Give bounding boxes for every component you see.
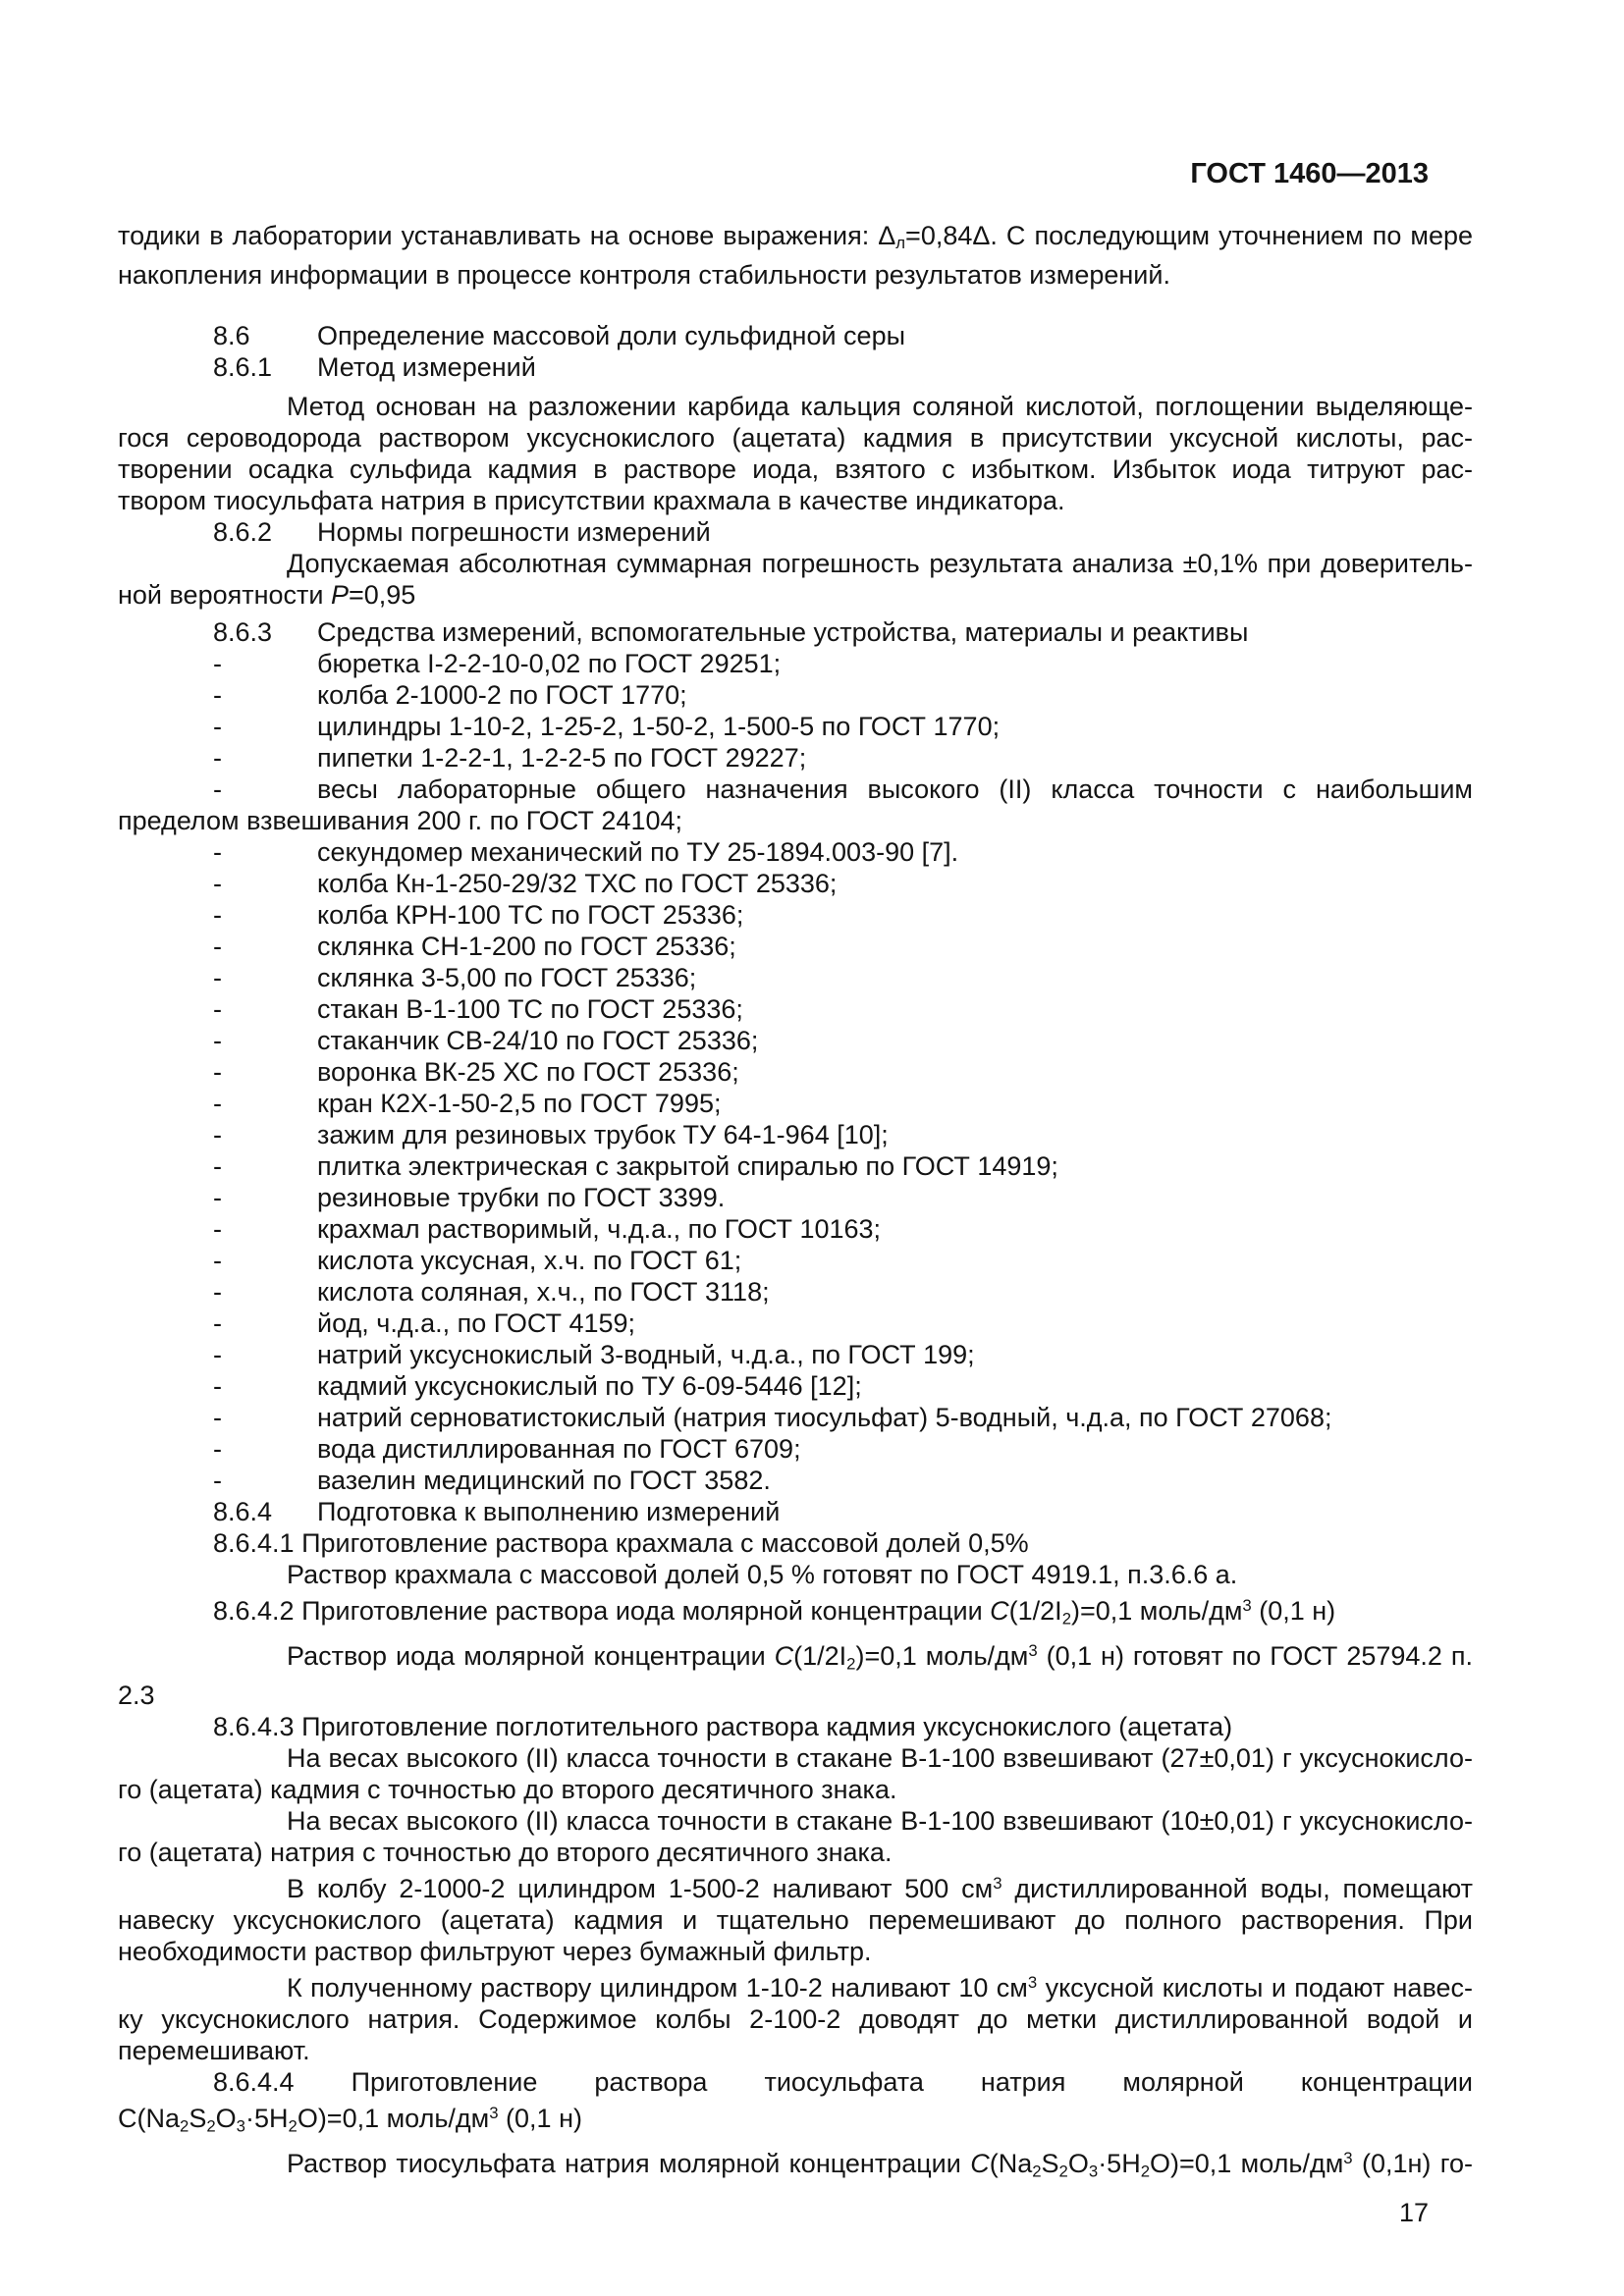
page-number: 17 — [1398, 2198, 1429, 2228]
list-item: - склянка 3-5,00 по ГОСТ 25336; — [213, 963, 697, 993]
list-dash-marker: - — [213, 680, 222, 711]
list-dash-marker: - — [213, 1089, 222, 1119]
list-dash-marker: - — [213, 1246, 222, 1276]
list-item: - вазелин медицинский по ГОСТ 3582. — [213, 1466, 771, 1496]
text-line: накопления информации в процессе контроля стабильности результатов измерений. — [118, 260, 1170, 291]
text-line: На весах высокого (II) класса точности в стакане В-1-100 взвешивают (10±0,01) г уксуснокисло- — [287, 1805, 1473, 1836]
superscript: 3 — [993, 1873, 1002, 1893]
text-line: перемешивают. — [118, 2036, 310, 2066]
list-dash-marker: - — [213, 774, 222, 805]
list-item: - зажим для резиновых трубок ТУ 64-1-964 [10]; — [213, 1120, 889, 1150]
document-body — [118, 220, 1473, 2187]
text-line: навеску уксуснокислого (ацетата) кадмия и тщательно перемешивают до полного растворения. При — [118, 1905, 1473, 1936]
list-item: - колба 2-1000-2 по ГОСТ 1770; — [213, 680, 687, 711]
text-line: ной вероятности Р=0,95 — [118, 580, 416, 611]
subscript: 2 — [180, 2116, 189, 2136]
list-item: - весы лабораторные общего назначения высокого (II) класса точности с наибольшим — [213, 774, 1473, 805]
superscript: 3 — [1242, 1596, 1252, 1616]
section-heading: 8.6.1 Метод измерений — [213, 352, 536, 383]
list-item: - плитка электрическая с закрытой спиралью по ГОСТ 14919; — [213, 1151, 1058, 1182]
section-number: 8.6.3 — [213, 617, 273, 648]
italic-symbol: С — [970, 2148, 990, 2178]
list-dash-marker: - — [213, 994, 222, 1025]
text-line: ку уксуснокислого натрия. Содержимое колбы 2-100-2 доводят до метки дистиллированной водой и — [118, 2004, 1473, 2035]
list-dash-marker: - — [213, 1340, 222, 1370]
text-line: го (ацетата) натрия с точностью до второго десятичного знака. — [118, 1837, 893, 1867]
text-line: Раствор тиосульфата натрия молярной концентрации С(Na2S2O3·5H2O)=0,1 моль/$дм^3$ (0,1н) го- — [287, 2148, 1474, 2181]
subscript: 2 — [1032, 2162, 1042, 2181]
section-heading: 8.6.2 Нормы погрешности измерений — [213, 517, 711, 548]
superscript: 3 — [1027, 1973, 1038, 1993]
subscript: 2 — [846, 1653, 856, 1673]
list-item: - кадмий уксуснокислый по ТУ 6-09-5446 [12]; — [213, 1371, 862, 1402]
subscript: 2 — [1058, 2162, 1068, 2181]
list-item: - секундомер механический по ТУ 25-1894.003-90 [7]. — [213, 837, 959, 868]
text-line: го (ацетата) кадмия с точностью до второго десятичного знака. — [118, 1774, 897, 1804]
list-dash-marker: - — [213, 1214, 222, 1245]
list-dash-marker: - — [213, 1057, 222, 1088]
text-line: 2.3 — [118, 1680, 155, 1710]
section-heading: 8.6.4.4 Приготовление раствора тиосульфата натрия молярной концентрации — [213, 2067, 1473, 2098]
text-line: Метод основан на разложении карбида кальция соляной кислотой, поглощении выделяюще- — [287, 392, 1473, 422]
list-dash-marker: - — [213, 1466, 222, 1496]
list-dash-marker: - — [213, 712, 222, 742]
list-item: - резиновые трубки по ГОСТ 3399. — [213, 1183, 726, 1213]
list-item: - колба КРН-100 ТС по ГОСТ 25336; — [213, 900, 744, 931]
superscript: 3 — [1343, 2148, 1353, 2167]
list-dash-marker: - — [213, 1277, 222, 1308]
list-dash-marker: - — [213, 649, 222, 679]
text-line: К полученному раствору цилиндром 1-10-2 наливают 10 $см^3$ уксусной кислоты и подают навес- — [287, 1973, 1473, 2003]
list-item: - кислота уксусная, х.ч. по ГОСТ 61; — [213, 1246, 742, 1276]
list-item: - цилиндры 1-10-2, 1-25-2, 1-50-2, 1-500-5 по ГОСТ 1770; — [213, 712, 1001, 742]
list-dash-marker: - — [213, 1371, 222, 1402]
text-line: пределом взвешивания 200 г. по ГОСТ 24104; — [118, 806, 682, 836]
text-line: Раствор иода молярной концентрации С(1/2I2)=0,1 моль/$дм^3$ (0,1 н) готовят по ГОСТ 25794.2 п. — [287, 1640, 1473, 1673]
list-dash-marker: - — [213, 1183, 222, 1213]
list-dash-marker: - — [213, 1434, 222, 1465]
subscript: 2 — [206, 2116, 216, 2136]
list-item: - стаканчик СВ-24/10 по ГОСТ 25336; — [213, 1026, 759, 1056]
text-line: На весах высокого (II) класса точности в стакане В-1-100 взвешивают (27±0,01) г уксуснокисло- — [287, 1742, 1473, 1773]
list-item: - крахмал растворимый, ч.д.а., по ГОСТ 10163; — [213, 1214, 882, 1245]
list-dash-marker: - — [213, 1120, 222, 1150]
list-dash-marker: - — [213, 1151, 222, 1182]
italic-symbol: С — [990, 1596, 1009, 1627]
list-dash-marker: - — [213, 1026, 222, 1056]
section-heading: 8.6.4.1 Приготовление раствора крахмала с массовой долей 0,5% — [213, 1528, 1029, 1559]
text-line: творении осадка сульфида кадмия в растворе иода, взятого с избытком. Избыток иода титруют рас- — [118, 454, 1473, 485]
list-item: - кран К2Х-1-50-2,5 по ГОСТ 7995; — [213, 1089, 722, 1119]
section-heading: 8.6.4.3 Приготовление поглотительного раствора кадмия уксуснокислого (ацетата) — [213, 1711, 1233, 1741]
list-item: - стакан В-1-100 ТС по ГОСТ 25336; — [213, 994, 743, 1025]
list-dash-marker: - — [213, 900, 222, 931]
subscript: 3 — [1088, 2162, 1099, 2181]
text-line: твором тиосульфата натрия в присутствии крахмала в качестве индикатора. — [118, 486, 1065, 516]
section-heading: 8.6.4.2 Приготовление раствора иода молярной концентрации С(1/2I2)=0,1 моль/$дм^3$ (0,1 н) — [213, 1596, 1336, 1629]
italic-symbol: С — [774, 1640, 794, 1671]
list-item: - пипетки 1-2-2-1, 1-2-2-5 по ГОСТ 29227; — [213, 743, 807, 774]
list-dash-marker: - — [213, 837, 222, 868]
list-dash-marker: - — [213, 869, 222, 899]
list-dash-marker: - — [213, 1308, 222, 1339]
list-item: - натрий серноватистокислый (натрия тиосульфат) 5-водный, ч.д.а, по ГОСТ 27068; — [213, 1403, 1332, 1433]
text-line: необходимости раствор фильтруют через бумажный фильтр. — [118, 1937, 872, 1967]
section-heading: 8.6.3 Средства измерений, вспомогательные устройства, материалы и реактивы — [213, 617, 1249, 648]
italic-symbol: Р — [330, 580, 349, 611]
text-line: В колбу 2-1000-2 цилиндром 1-500-2 наливают 500 $см^3$ дистиллированной воды, помещают — [287, 1873, 1473, 1904]
subscript: 2 — [1140, 2162, 1151, 2181]
subscript: л — [895, 234, 906, 253]
document-content — [118, 157, 1473, 2228]
subscript: 2 — [288, 2116, 298, 2136]
subscript: 2 — [1061, 1609, 1071, 1629]
text-line: Допускаемая абсолютная суммарная погрешность результата анализа ±0,1% при доверитель- — [287, 549, 1473, 579]
list-dash-marker: - — [213, 932, 222, 962]
text-line: С(Na2S2O3·5H2O)=0,1 моль/$дм^3$ (0,1 н) — [118, 2104, 582, 2136]
list-dash-marker: - — [213, 743, 222, 774]
document-header-title: ГОСТ 1460—2013 — [1190, 158, 1429, 189]
list-item: - кислота соляная, х.ч., по ГОСТ 3118; — [213, 1277, 770, 1308]
list-item: - колба Кн-1-250-29/32 ТХС по ГОСТ 25336; — [213, 869, 838, 899]
section-number: 8.6 — [213, 321, 250, 351]
list-item: - натрий уксуснокислый 3-водный, ч.д.а., по ГОСТ 199; — [213, 1340, 975, 1370]
superscript: 3 — [1028, 1640, 1038, 1660]
section-number: 8.6.4 — [213, 1497, 273, 1527]
list-dash-marker: - — [213, 963, 222, 993]
list-item: - склянка СН-1-200 по ГОСТ 25336; — [213, 932, 736, 962]
list-item: - бюретка I-2-2-10-0,02 по ГОСТ 29251; — [213, 649, 782, 679]
superscript: 3 — [489, 2104, 499, 2123]
section-heading: 8.6 Определение массовой доли сульфидной серы — [213, 321, 905, 351]
text-line: Раствор крахмала с массовой долей 0,5 % готовят по ГОСТ 4919.1, п.3.6.6 а. — [287, 1560, 1238, 1590]
list-item: - воронка ВК-25 ХС по ГОСТ 25336; — [213, 1057, 739, 1088]
list-dash-marker: - — [213, 1403, 222, 1433]
text-line: гося сероводорода раствором уксуснокислого (ацетата) кадмия в присутствии уксусной кислоты, рас- — [118, 423, 1473, 454]
text-line: тодики в лаборатории устанавливать на основе выражения: Δл=0,84Δ. С последующим уточнением по мере — [118, 221, 1473, 253]
section-number: 8.6.1 — [213, 352, 273, 383]
subscript: 3 — [236, 2116, 245, 2136]
list-item: - йод, ч.д.а., по ГОСТ 4159; — [213, 1308, 636, 1339]
section-heading: 8.6.4 Подготовка к выполнению измерений — [213, 1497, 781, 1527]
section-number: 8.6.2 — [213, 517, 273, 548]
list-item: - вода дистиллированная по ГОСТ 6709; — [213, 1434, 801, 1465]
